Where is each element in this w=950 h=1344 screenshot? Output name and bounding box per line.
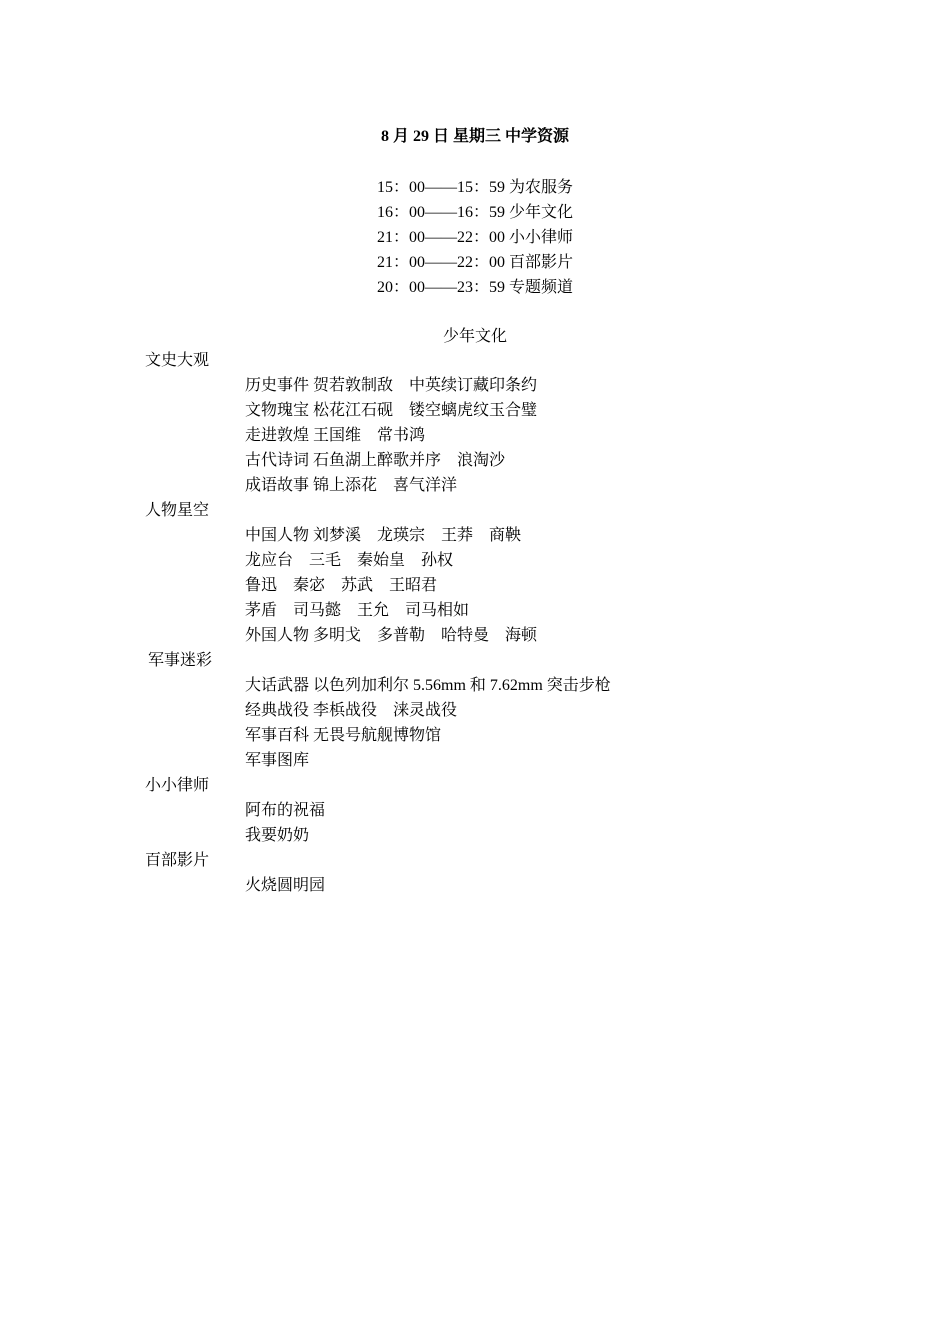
list-item: 鲁迅 秦宓 苏武 王昭君 bbox=[245, 577, 438, 594]
list-item: 军事百科 无畏号航舰博物馆 bbox=[245, 727, 442, 744]
category-lvshi bbox=[145, 773, 865, 848]
program-catalog bbox=[145, 348, 865, 898]
list-item: 经典战役 李梹战役 涞灵战役 bbox=[245, 702, 458, 719]
list-item: 大话武器 以色列加利尔 5.56mm 和 7.62mm 突击步枪 bbox=[245, 677, 611, 694]
list-item: 我要奶奶 bbox=[245, 827, 310, 844]
schedule-row: 16：00——16：59 少年文化 bbox=[376, 204, 573, 221]
category-title: 军事迷彩 bbox=[148, 652, 213, 669]
schedule-row: 21：00——22：00 百部影片 bbox=[376, 254, 573, 271]
category-yingpian bbox=[145, 848, 865, 898]
list-item: 龙应台 三毛 秦始皇 孙权 bbox=[245, 552, 454, 569]
list-item: 历史事件 贺若敦制敌 中英续订藏印条约 bbox=[245, 377, 538, 394]
category-title: 文史大观 bbox=[145, 352, 210, 369]
category-wenshi bbox=[145, 348, 865, 498]
list-item: 成语故事 锦上添花 喜气洋洋 bbox=[245, 477, 458, 494]
broadcast-schedule bbox=[0, 175, 950, 300]
list-item: 外国人物 多明戈 多普勒 哈特曼 海顿 bbox=[245, 627, 538, 644]
category-junshi bbox=[145, 648, 865, 773]
category-title: 人物星空 bbox=[145, 502, 210, 519]
list-item: 茅盾 司马懿 王允 司马相如 bbox=[245, 602, 470, 619]
list-item: 阿布的祝福 bbox=[245, 802, 326, 819]
list-item: 中国人物 刘梦溪 龙瑛宗 王莽 商鞅 bbox=[245, 527, 522, 544]
schedule-row: 20：00——23：59 专题频道 bbox=[376, 279, 573, 296]
list-item: 火烧圆明园 bbox=[245, 877, 326, 894]
list-item: 走进敦煌 王国维 常书鸿 bbox=[245, 427, 426, 444]
schedule-row: 21：00——22：00 小小律师 bbox=[376, 229, 573, 246]
category-title: 百部影片 bbox=[145, 852, 210, 869]
section-heading: 少年文化 bbox=[442, 328, 507, 345]
page-title: 8 月 29 日 星期三 中学资源 bbox=[380, 128, 569, 145]
list-item: 文物瑰宝 松花江石砚 镂空螭虎纹玉合璧 bbox=[245, 402, 538, 419]
list-item: 古代诗词 石鱼湖上醉歌并序 浪淘沙 bbox=[245, 452, 506, 469]
category-title: 小小律师 bbox=[145, 777, 210, 794]
category-renwu bbox=[145, 498, 865, 648]
schedule-row: 15：00——15：59 为农服务 bbox=[376, 179, 573, 196]
list-item: 军事图库 bbox=[245, 752, 310, 769]
